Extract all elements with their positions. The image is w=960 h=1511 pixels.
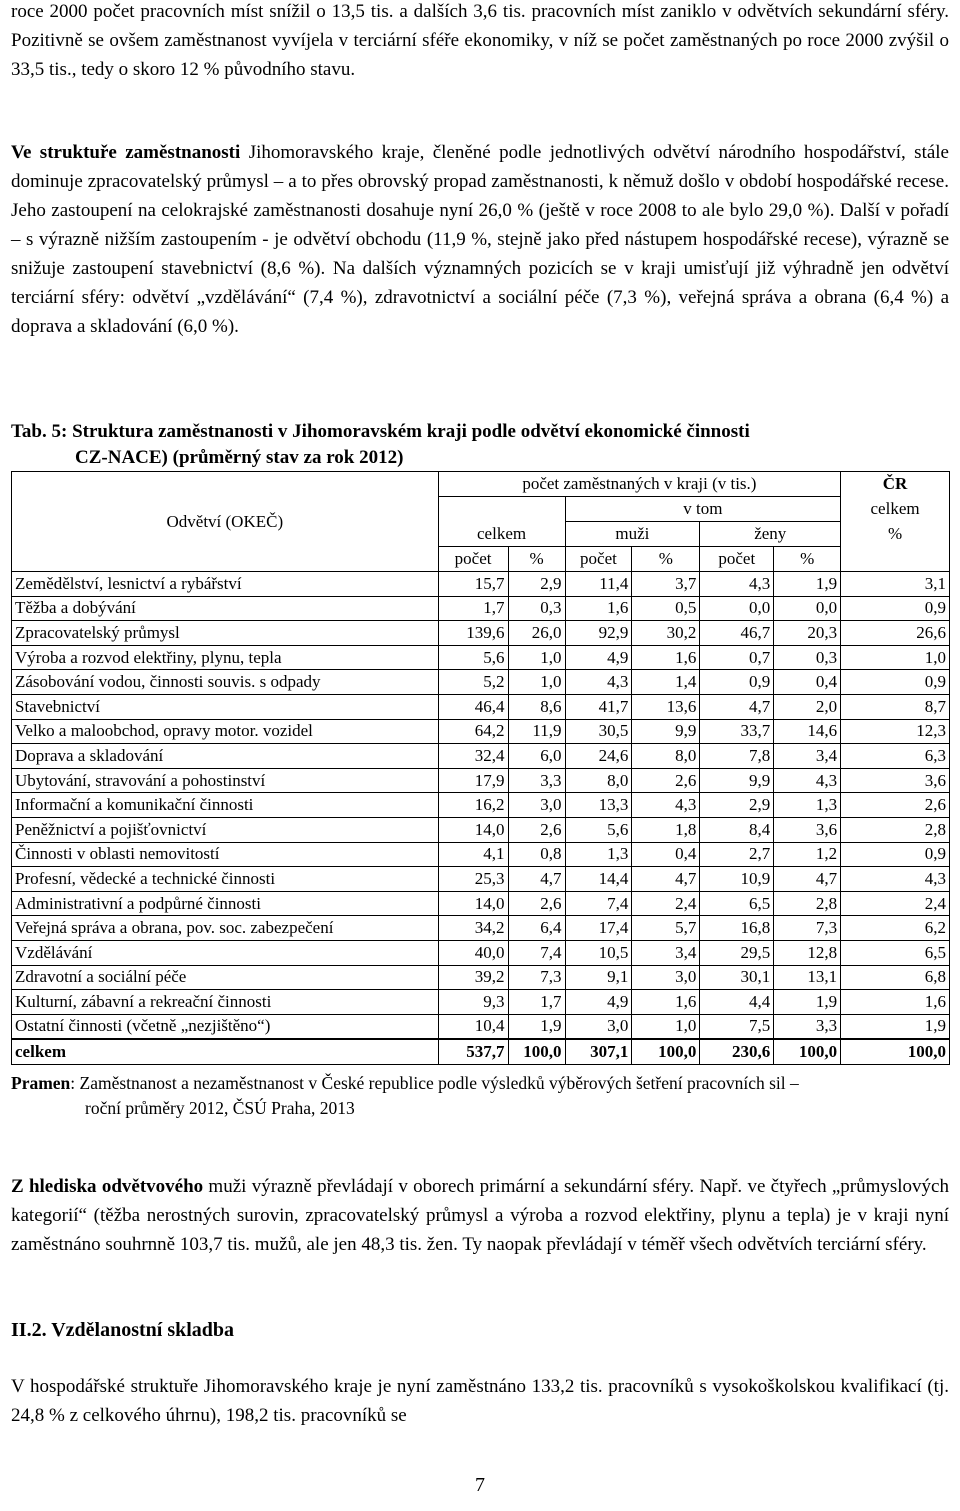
table-cell: 40,0 [438, 940, 508, 965]
table-cell: 15,7 [438, 572, 508, 597]
header-cr: ČR [841, 472, 950, 497]
table-cell: 100,0 [774, 1039, 841, 1064]
table-cell: 4,4 [700, 990, 774, 1015]
table-row [12, 645, 950, 670]
table-row [12, 965, 950, 990]
table-cell: 12,3 [841, 719, 950, 744]
table-cell: 11,4 [565, 572, 632, 597]
table-cell: 4,3 [774, 768, 841, 793]
table-cell: 7,4 [508, 940, 565, 965]
table-cell: 2,7 [700, 842, 774, 867]
table-cell: 1,6 [632, 990, 700, 1015]
sector-name: Vzdělávání [12, 940, 439, 965]
table-cell: 537,7 [438, 1039, 508, 1064]
table-cell: 2,6 [632, 768, 700, 793]
table-cell: 1,3 [565, 842, 632, 867]
table-cell: 24,6 [565, 744, 632, 769]
header-pct: % [774, 547, 841, 572]
table-cell: 25,3 [438, 867, 508, 892]
header-group: počet zaměstnaných v kraji (v tis.) [438, 472, 841, 497]
table-cell: 14,4 [565, 867, 632, 892]
table-cell: 26,6 [841, 621, 950, 646]
table-cell: 4,7 [774, 867, 841, 892]
table-cell: 17,4 [565, 916, 632, 941]
table-total-row [12, 1039, 950, 1064]
table-cell: 1,9 [508, 1014, 565, 1039]
sector-name: Zemědělství, lesnictví a rybářství [12, 572, 439, 597]
table-cell: 12,8 [774, 940, 841, 965]
table-cell: 41,7 [565, 694, 632, 719]
table-cell: 2,4 [632, 891, 700, 916]
table-cell: 0,9 [841, 842, 950, 867]
header-pct: % [508, 547, 565, 572]
table-cell: 139,6 [438, 621, 508, 646]
header-cr-celkem: celkem [841, 497, 950, 522]
table-cell: 1,0 [508, 645, 565, 670]
table-cell: 11,9 [508, 719, 565, 744]
table-cell: 4,3 [632, 793, 700, 818]
table-cell: 7,3 [774, 916, 841, 941]
table-cell: 3,4 [632, 940, 700, 965]
table-cell: 34,2 [438, 916, 508, 941]
table-cell: 3,6 [774, 817, 841, 842]
paragraph-gender-text: muži výrazně převládají v oborech primární a sekundární sféry. Např. ve čtyřech „průmyslových kategorií“ (těžba nerostných surovin, zpracovatelský průmysl a výroba a rozvod elektřiny, plynu a tepla) je v kraji nyní zaměstnáno souhrnně 103,7 tis. mužů, ale jen 48,3 tis. žen. Ty naopak převládají v téměř všech odvětvích terciární sféry. [11, 1176, 949, 1255]
table-cell: 4,3 [700, 572, 774, 597]
table-cell: 17,9 [438, 768, 508, 793]
table-cell: 2,4 [841, 891, 950, 916]
table-cell: 0,9 [700, 670, 774, 695]
paragraph-gender [11, 1172, 949, 1259]
table-row [12, 793, 950, 818]
sector-name: Velko a maloobchod, opravy motor. vozidel [12, 719, 439, 744]
table-cell: 2,8 [841, 817, 950, 842]
table-cell: 8,0 [632, 744, 700, 769]
table-cell: 14,6 [774, 719, 841, 744]
table-cell: 8,4 [700, 817, 774, 842]
table-cell: 0,5 [632, 596, 700, 621]
table-row [12, 572, 950, 597]
sector-name: Výroba a rozvod elektřiny, plynu, tepla [12, 645, 439, 670]
sector-name: Činnosti v oblasti nemovitostí [12, 842, 439, 867]
table-cell: 4,7 [632, 867, 700, 892]
table-cell: 5,6 [438, 645, 508, 670]
table-cell: 26,0 [508, 621, 565, 646]
table-cell: 16,2 [438, 793, 508, 818]
table-cell: 0,0 [700, 596, 774, 621]
table-cell: 4,3 [841, 867, 950, 892]
table-row [12, 768, 950, 793]
table-cell: 5,6 [565, 817, 632, 842]
table-cell: 1,0 [632, 1014, 700, 1039]
table-cell: 2,6 [841, 793, 950, 818]
table-cell: 33,7 [700, 719, 774, 744]
table-cell: 4,7 [700, 694, 774, 719]
table-cell: 10,5 [565, 940, 632, 965]
sector-name: Administrativní a podpůrné činnosti [12, 891, 439, 916]
paragraph-structure-text: Jihomoravského kraje, členěné podle jednotlivých odvětví národního hospodářství, stále dominuje zpracovatelský průmysl – a to přes obrovský propad zaměstnanosti, k němuž došlo v období hospodářské recese. Jeho zastoupení na celokrajské zaměstnanosti dosahuje nyní 26,0 % (ještě v roce 2008 to ale bylo 29,0 %). Další v pořadí – s výrazně nižším zastoupením - je odvětví obchodu (11,9 %, stejně jako před nástupem hospodářské recese), výrazně se snižuje zastoupení stavebnictví (8,6 %). Na dalších významných pozicích se v kraji umisťují již výhradně jen odvětví terciární sféry: odvětví „vzdělávání“ (7,4 %), zdravotnictví a sociální péče (7,3 %), veřejná správa a obrana (6,4 %) a doprava a skladování (6,0 %). [11, 142, 949, 337]
header-pocet: počet [438, 547, 508, 572]
header-muzi: muži [565, 522, 700, 547]
table-row [12, 719, 950, 744]
table-cell: 5,7 [632, 916, 700, 941]
table-cell: 0,9 [841, 596, 950, 621]
table-cell: 2,9 [508, 572, 565, 597]
table-cell: 9,1 [565, 965, 632, 990]
page-number: 7 [475, 1474, 485, 1496]
table-cell: 0,4 [774, 670, 841, 695]
table-cell: 30,2 [632, 621, 700, 646]
source-line1: : Zaměstnanost a nezaměstnanost v České republice podle výsledků výběrových šetření pracovních sil – [70, 1073, 799, 1093]
table-cell: 6,0 [508, 744, 565, 769]
table-caption-line1: Tab. 5: Struktura zaměstnanosti v Jihomoravském kraji podle odvětví ekonomické činnosti [11, 421, 750, 442]
table-cell: 14,0 [438, 891, 508, 916]
table-cell: 1,7 [508, 990, 565, 1015]
table-cell: 13,3 [565, 793, 632, 818]
table-cell: 3,0 [508, 793, 565, 818]
table-cell: 7,5 [700, 1014, 774, 1039]
table-cell: 0,8 [508, 842, 565, 867]
table-cell: 5,2 [438, 670, 508, 695]
table-cell: 1,9 [841, 1014, 950, 1039]
table-cell: 2,0 [774, 694, 841, 719]
table-cell: 92,9 [565, 621, 632, 646]
table-cell: 2,8 [774, 891, 841, 916]
table-cell: 2,6 [508, 891, 565, 916]
table-cell: 8,7 [841, 694, 950, 719]
paragraph-structure-lead: Ve struktuře zaměstnanosti [11, 142, 241, 163]
header-sector: Odvětví (OKEČ) [12, 472, 439, 572]
table-cell: 6,5 [700, 891, 774, 916]
table-cell: 7,8 [700, 744, 774, 769]
table-cell: 9,9 [700, 768, 774, 793]
sector-name: Doprava a skladování [12, 744, 439, 769]
sector-name: Peněžnictví a pojišťovnictví [12, 817, 439, 842]
table-cell: 6,2 [841, 916, 950, 941]
sector-name: Zdravotní a sociální péče [12, 965, 439, 990]
table-cell: 0,4 [632, 842, 700, 867]
table-cell: 3,0 [632, 965, 700, 990]
table-row [12, 916, 950, 941]
table-cell: 30,1 [700, 965, 774, 990]
table-source [11, 1071, 949, 1121]
table-cell: 1,9 [774, 572, 841, 597]
table-row [12, 694, 950, 719]
table-cell: 4,1 [438, 842, 508, 867]
paragraph-gender-lead: Z hlediska odvětvového [11, 1176, 204, 1197]
table-cell: 16,8 [700, 916, 774, 941]
table-cell: 8,0 [565, 768, 632, 793]
table-cell: celkem [12, 1039, 439, 1064]
table-cell: 2,9 [700, 793, 774, 818]
table-cell: 14,0 [438, 817, 508, 842]
table-cell: 3,6 [841, 768, 950, 793]
source-line2: roční průměry 2012, ČSÚ Praha, 2013 [85, 1098, 355, 1118]
table-cell: 20,3 [774, 621, 841, 646]
paragraph-structure [11, 138, 949, 341]
table-cell: 1,3 [774, 793, 841, 818]
table-cell: 100,0 [632, 1039, 700, 1064]
table-cell: 3,1 [841, 572, 950, 597]
table-row [12, 621, 950, 646]
table-cell: 2,6 [508, 817, 565, 842]
table-body [12, 572, 950, 1040]
table-cell: 1,0 [508, 670, 565, 695]
sector-name: Stavebnictví [12, 694, 439, 719]
table-cell: 46,7 [700, 621, 774, 646]
table-cell: 13,6 [632, 694, 700, 719]
table-cell: 9,9 [632, 719, 700, 744]
table-cell: 1,2 [774, 842, 841, 867]
table-row [12, 817, 950, 842]
table-cell: 10,9 [700, 867, 774, 892]
header-blank [438, 497, 565, 522]
table-cell: 1,0 [841, 645, 950, 670]
table-cell: 1,6 [632, 645, 700, 670]
sector-name: Informační a komunikační činnosti [12, 793, 439, 818]
table-cell: 0,7 [700, 645, 774, 670]
table-cell: 64,2 [438, 719, 508, 744]
table-cell: 1,9 [774, 990, 841, 1015]
header-pct: % [632, 547, 700, 572]
table-cell: 6,5 [841, 940, 950, 965]
table-cell: 8,6 [508, 694, 565, 719]
table-cell: 3,7 [632, 572, 700, 597]
table-cell: 1,6 [565, 596, 632, 621]
table-cell: 6,3 [841, 744, 950, 769]
sector-name: Zpracovatelský průmysl [12, 621, 439, 646]
sector-name: Ubytování, stravování a pohostinství [12, 768, 439, 793]
table-cell: 29,5 [700, 940, 774, 965]
table-cell: 0,3 [774, 645, 841, 670]
sector-name: Zásobování vodou, činnosti souvis. s odpady [12, 670, 439, 695]
table-cell: 100,0 [508, 1039, 565, 1064]
sector-name: Kulturní, zábavní a rekreační činnosti [12, 990, 439, 1015]
table-cell: 307,1 [565, 1039, 632, 1064]
table-row [12, 744, 950, 769]
table-cell: 3,4 [774, 744, 841, 769]
paragraph-education: V hospodářské struktuře Jihomoravského kraje je nyní zaměstnáno 133,2 tis. pracovníků s vysokoškolskou kvalifikací (tj. 24,8 % z celkového úhrnu), 198,2 tis. pracovníků se [11, 1376, 949, 1426]
table-cell: 0,9 [841, 670, 950, 695]
table-cell: 7,3 [508, 965, 565, 990]
table-row [12, 596, 950, 621]
header-pocet: počet [565, 547, 632, 572]
table-cell: 7,4 [565, 891, 632, 916]
table-cell: 4,9 [565, 990, 632, 1015]
table-cell: 9,3 [438, 990, 508, 1015]
table-row [12, 940, 950, 965]
header-cr-blank [841, 547, 950, 572]
table-cell: 1,7 [438, 596, 508, 621]
table-cell: 3,3 [508, 768, 565, 793]
employment-table [11, 471, 950, 1065]
table-row [12, 670, 950, 695]
table-cell: 13,1 [774, 965, 841, 990]
table-row [12, 891, 950, 916]
table-cell: 4,3 [565, 670, 632, 695]
table-cell: 10,4 [438, 1014, 508, 1039]
table-cell: 1,6 [841, 990, 950, 1015]
table-cell: 46,4 [438, 694, 508, 719]
table-cell: 100,0 [841, 1039, 950, 1064]
header-zeny: ženy [700, 522, 841, 547]
table-cell: 32,4 [438, 744, 508, 769]
header-pocet: počet [700, 547, 774, 572]
table-cell: 30,5 [565, 719, 632, 744]
table-row [12, 842, 950, 867]
section-heading: II.2. Vzdělanostní skladba [11, 1319, 235, 1341]
table-row [12, 867, 950, 892]
header-vtom: v tom [565, 497, 841, 522]
sector-name: Ostatní činnosti (včetně „nezjištěno“) [12, 1014, 439, 1039]
table-row [12, 990, 950, 1015]
header-cr-pct: % [841, 522, 950, 547]
sector-name: Veřejná správa a obrana, pov. soc. zabezpečení [12, 916, 439, 941]
sector-name: Těžba a dobývání [12, 596, 439, 621]
table-cell: 6,4 [508, 916, 565, 941]
table-cell: 3,0 [565, 1014, 632, 1039]
table-cell: 4,7 [508, 867, 565, 892]
table-caption-line2: CZ-NACE) (průměrný stav za rok 2012) [75, 447, 404, 468]
header-celkem: celkem [438, 522, 565, 547]
table-caption [11, 419, 949, 471]
paragraph-intro: roce 2000 počet pracovních míst snížil o 13,5 tis. a dalších 3,6 tis. pracovních míst zaniklo v odvětvích sekundární sféry. Pozitivně se ovšem zaměstnanost vyvíjela v terciární sféře ekonomiky, v níž se počet zaměstnaných po roce 2000 zvýšil o 33,5 tis., tedy o skoro 12 % původního stavu. [11, 1, 949, 80]
table-cell: 6,8 [841, 965, 950, 990]
sector-name: Profesní, vědecké a technické činnosti [12, 867, 439, 892]
source-label: Pramen [11, 1073, 71, 1093]
table-cell: 3,3 [774, 1014, 841, 1039]
table-cell: 0,0 [774, 596, 841, 621]
table-cell: 1,8 [632, 817, 700, 842]
table-cell: 0,3 [508, 596, 565, 621]
table-cell: 4,9 [565, 645, 632, 670]
table-cell: 1,4 [632, 670, 700, 695]
table-cell: 39,2 [438, 965, 508, 990]
table-row [12, 1014, 950, 1039]
table-cell: 230,6 [700, 1039, 774, 1064]
